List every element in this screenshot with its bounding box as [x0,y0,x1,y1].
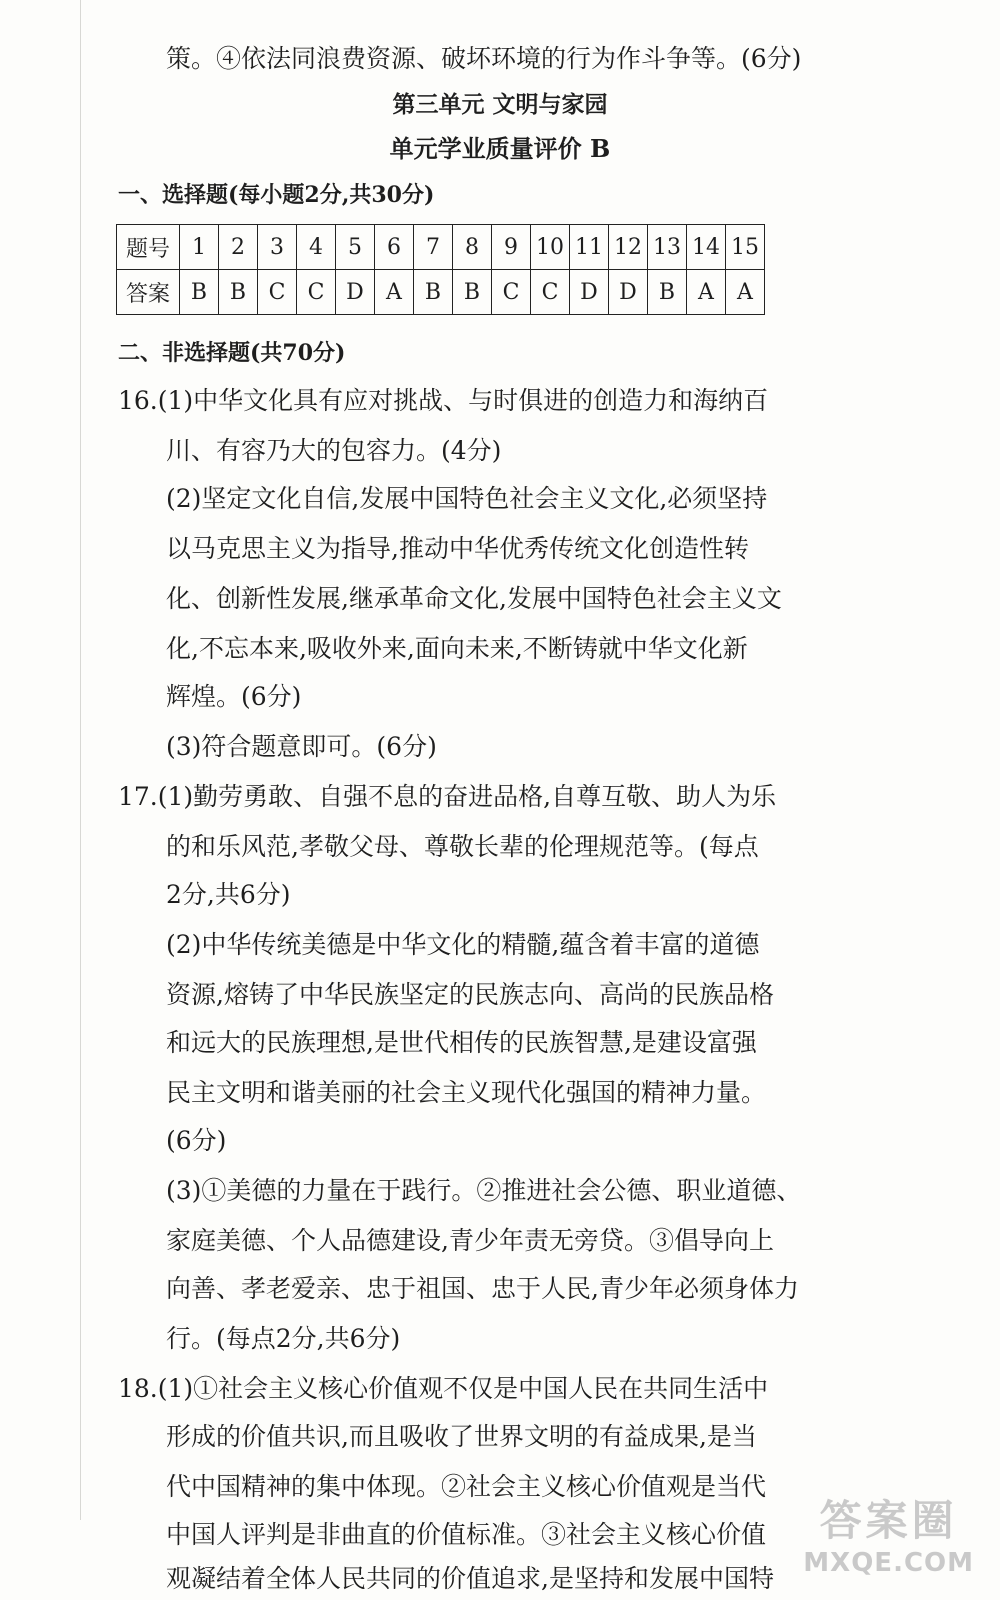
answer-cell: D [336,270,375,315]
answer-cell: B [414,270,453,315]
question-number: 1 [180,225,219,270]
answer-line: (6分) [166,1126,227,1155]
answer-cell: C [258,270,297,315]
question-number: 10 [531,225,570,270]
question-number: 15 [726,225,765,270]
answer-line: 民主文明和谐美丽的社会主义现代化强国的精神力量。 [166,1078,767,1107]
answer-line: (2)坚定文化自信,发展中国特色社会主义文化,必须坚持 [166,484,768,513]
answer-cell: C [297,270,336,315]
section-nonchoice-heading: 二、非选择题(共70分) [118,340,346,366]
question-number: 14 [687,225,726,270]
row-header-answer: 答案 [117,270,180,315]
answer-line: 向善、孝老爱亲、忠于祖国、忠于人民,青少年必须身体力 [166,1274,799,1303]
answer-line: 代中国精神的集中体现。②社会主义核心价值观是当代 [166,1472,767,1501]
unit-title: 第三单元 文明与家园 [392,91,608,118]
site-watermark [803,1488,974,1578]
answer-line: 行。(每点2分,共6分) [166,1324,401,1353]
answer-line: 中国人评判是非曲直的价值标准。③社会主义核心价值 [166,1520,767,1549]
question-number: 13 [648,225,687,270]
answer-cell: B [180,270,219,315]
question-number: 2 [219,225,258,270]
answer-line: (3)①美德的力量在于践行。②推进社会公德、职业道德、 [166,1176,802,1205]
answer-line: 2分,共6分) [166,880,291,909]
answer-line: 家庭美德、个人品德建设,青少年责无旁贷。③倡导向上 [166,1226,774,1255]
answer-line: 18.(1)①社会主义核心价值观不仅是中国人民在共同生活中 [118,1374,769,1403]
section-choice-heading: 一、选择题(每小题2分,共30分) [118,182,435,208]
question-number: 4 [297,225,336,270]
answer-cell: D [609,270,648,315]
answer-cell: B [648,270,687,315]
answer-table [116,224,765,315]
answer-line: 化、创新性发展,继承革命文化,发展中国特色社会主义文 [166,584,782,613]
answer-line: 形成的价值共识,而且吸收了世界文明的有益成果,是当 [166,1422,757,1451]
answer-line: (2)中华传统美德是中华文化的精髓,蕴含着丰富的道德 [166,930,760,959]
answer-line: 16.(1)中华文化具有应对挑战、与时俱进的创造力和海纳百 [118,386,769,415]
answer-line: 的和乐风范,孝敬父母、尊敬长辈的伦理规范等。(每点 [166,832,759,861]
table-row-numbers [117,225,765,270]
answer-line: 以马克思主义为指导,推动中华优秀传统文化创造性转 [166,534,749,563]
answer-line: 辉煌。(6分) [166,682,302,711]
answer-cell: A [375,270,414,315]
answer-line: 川、有容乃大的包容力。(4分) [166,436,502,465]
answer-line: 和远大的民族理想,是世代相传的民族智慧,是建设富强 [166,1028,757,1057]
answer-cell: C [492,270,531,315]
answer-cell: A [687,270,726,315]
table-row-answers [117,270,765,315]
question-number: 7 [414,225,453,270]
answer-line: 化,不忘本来,吸收外来,面向未来,不断铸就中华文化新 [166,634,748,663]
answer-line: 观凝结着全体人民共同的价值追求,是坚持和发展中国特 [166,1564,774,1593]
top-line: 策。④依法同浪费资源、破坏环境的行为作斗争等。(6分) [166,44,802,73]
watermark-url: MXQE.COM [803,1548,974,1578]
answer-line: 17.(1)勤劳勇敢、自强不息的奋进品格,自尊互敬、助人为乐 [118,782,777,811]
question-number: 11 [570,225,609,270]
question-number: 3 [258,225,297,270]
watermark-logo: 答案圈 [819,1496,958,1545]
eval-title: 单元学业质量评价 B [389,134,611,163]
answer-cell: C [531,270,570,315]
answer-cell: D [570,270,609,315]
answer-line: 资源,熔铸了中华民族坚定的民族志向、高尚的民族品格 [166,980,774,1009]
answer-line: (3)符合题意即可。(6分) [166,732,437,761]
answer-cell: B [219,270,258,315]
question-number: 12 [609,225,648,270]
question-number: 8 [453,225,492,270]
question-number: 5 [336,225,375,270]
answer-cell: B [453,270,492,315]
question-number: 9 [492,225,531,270]
question-number: 6 [375,225,414,270]
row-header-number: 题号 [117,225,180,270]
answer-cell: A [726,270,765,315]
